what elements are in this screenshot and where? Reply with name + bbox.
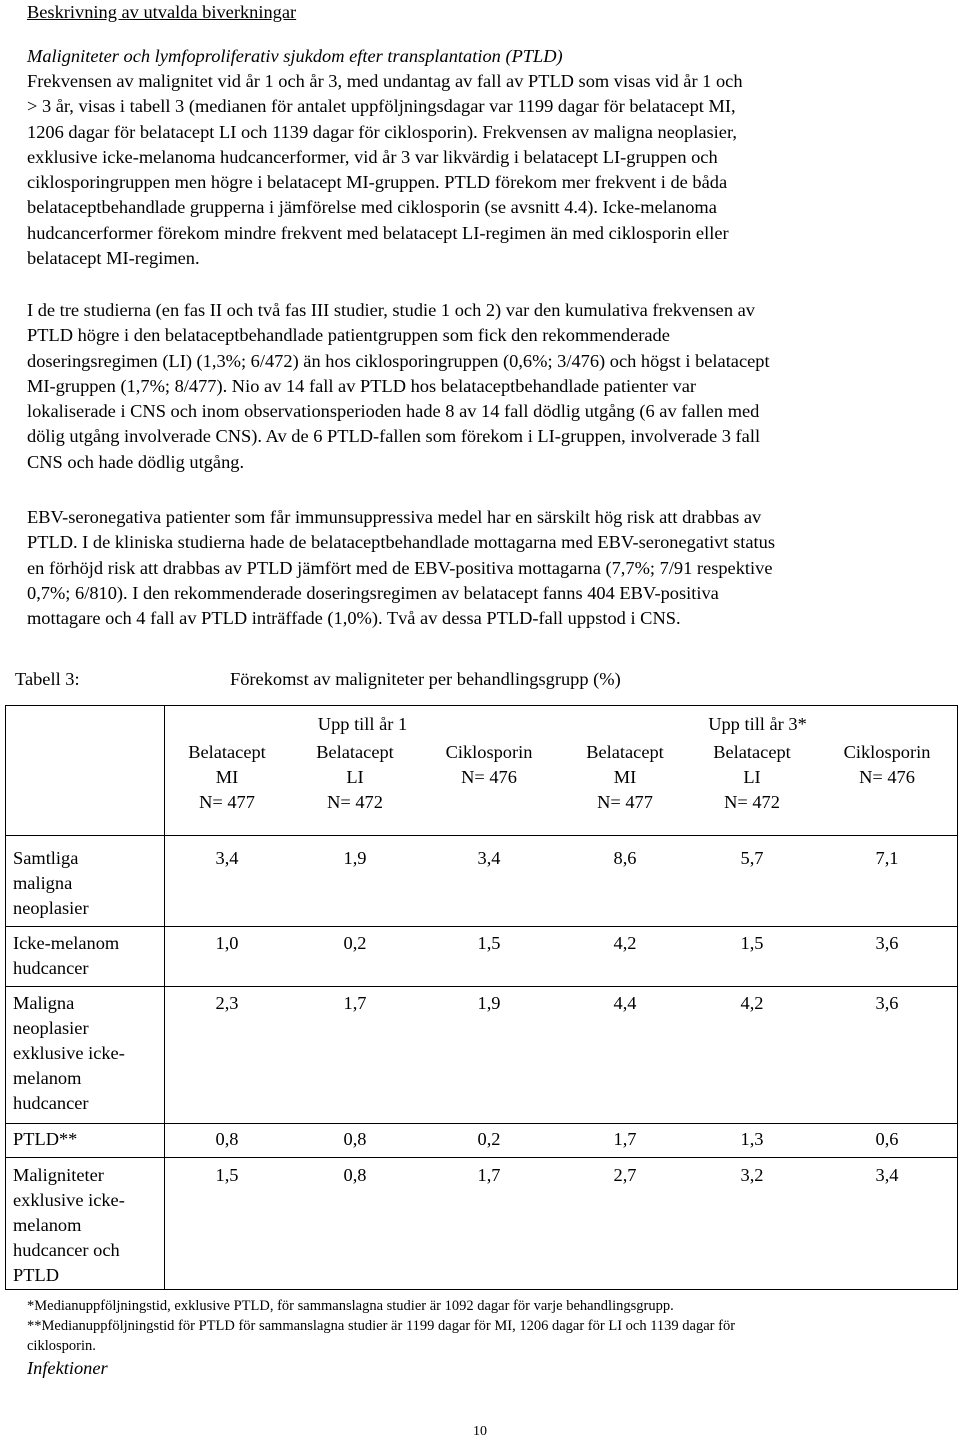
text-line: hudcancerformer förekom mindre frekvent med belatacept LI-regimen än med ciklosporin eller	[27, 222, 729, 243]
row-label-malignant-excl-nmsc	[13, 991, 163, 1116]
label-line: Maligna	[13, 993, 75, 1013]
text-line: ciklosporingruppen men högre i belatacept MI-gruppen. PTLD förekom mer frekvent i de båda	[27, 172, 728, 193]
subheading-infections: Infektioner	[27, 1358, 108, 1378]
text-line: I de tre studierna (en fas II och två fas III studier, studie 1 och 2) var den kumulativa frekvensen av	[27, 300, 755, 320]
row-label-malignancies-excl-nmsc-ptld	[13, 1163, 163, 1288]
table-cell: 1,9	[343, 848, 367, 868]
text-line: lokaliserade i CNS och inom observationsperioden hade 8 av 14 fall dödlig utgång (6 av fallen med	[27, 401, 760, 422]
subheading-malignancies: Maligniteter och lymfoproliferativ sjukdom efter transplantation (PTLD)	[27, 46, 563, 66]
table-cell: 1,5	[215, 1165, 239, 1185]
column-header-belatacept-mi-y1	[162, 740, 292, 815]
header-line: N= 472	[724, 792, 780, 812]
paragraph-malignancy-frequency	[27, 69, 937, 271]
label-line: melanom	[13, 1068, 82, 1088]
footnote-ptld-followup	[27, 1316, 937, 1356]
header-line: N= 472	[327, 792, 383, 812]
column-header-belatacept-mi-y3	[560, 740, 690, 815]
text-line: CNS och hade dödlig utgång.	[27, 451, 245, 472]
header-line: N= 477	[597, 792, 653, 812]
label-line: Maligniteter	[13, 1165, 104, 1185]
column-header-belatacept-li-y3	[687, 740, 817, 815]
header-line: Belatacept	[188, 742, 266, 762]
table-cell: 1,3	[740, 1129, 764, 1149]
text-line: 0,7%; 6/810). I den rekommenderade doseringsregimen av belatacept fanns 404 EBV-positiva	[27, 582, 719, 603]
paragraph-ebv-risk	[27, 505, 937, 631]
column-header-belatacept-li-y1	[290, 740, 420, 815]
table-row-divider	[5, 986, 958, 987]
table-border-left	[5, 705, 6, 1290]
text-line: PTLD. I de kliniska studierna hade de belataceptbehandlade mottagarna med EBV-seronegativt status	[27, 532, 775, 553]
header-line: N= 476	[461, 767, 517, 787]
table-cell: 1,5	[740, 933, 764, 953]
group-header-year-3: Upp till år 3*	[708, 714, 807, 734]
header-line: N= 476	[859, 767, 915, 787]
text-line: doseringsregimen (LI) (1,3%; 6/472) än hos ciklosporingruppen (0,6%; 3/476) och högst i belatacept	[27, 350, 770, 371]
table-cell: 1,9	[477, 993, 501, 1013]
label-line: neoplasier	[13, 1018, 89, 1038]
page-number: 10	[473, 1424, 487, 1439]
label-line: melanom	[13, 1215, 82, 1235]
table-border-header-bottom	[5, 835, 958, 836]
header-line: Belatacept	[713, 742, 791, 762]
text-line: MI-gruppen (1,7%; 8/477). Nio av 14 fall av PTLD hos belataceptbehandlade patienter var	[27, 375, 696, 396]
label-line: Samtliga	[13, 848, 79, 868]
header-line: MI	[215, 767, 239, 787]
column-header-ciklosporin-y1	[424, 740, 554, 790]
table-title: Förekomst av maligniteter per behandlingsgrupp (%)	[230, 669, 621, 689]
header-line: Belatacept	[316, 742, 394, 762]
table-cell: 4,2	[613, 933, 637, 953]
table-cell: 0,8	[343, 1129, 367, 1149]
table-cell: 3,4	[477, 848, 501, 868]
text-line: 1206 dagar för belatacept LI och 1139 dagar för ciklosporin). Frekvensen av maligna neoplasier,	[27, 121, 737, 142]
table-row-divider	[5, 1123, 958, 1124]
table-border-right	[957, 705, 958, 1290]
label-line: maligna	[13, 873, 73, 893]
table-cell: 2,3	[215, 993, 239, 1013]
table-row-divider	[5, 1157, 958, 1158]
table-row-divider	[5, 926, 958, 927]
header-line: MI	[613, 767, 637, 787]
text-line: ciklosporin.	[27, 1338, 96, 1354]
header-line: N= 477	[199, 792, 255, 812]
table-cell: 0,8	[215, 1129, 239, 1149]
text-line: mottagare och 4 fall av PTLD inträffade (1,0%). Två av dessa PTLD-fall uppstod i CNS.	[27, 608, 681, 629]
row-label-ptld	[13, 1127, 163, 1152]
header-line: Ciklosporin	[445, 742, 533, 762]
label-line: exklusive icke-	[13, 1190, 125, 1210]
table-cell: 0,2	[477, 1129, 501, 1149]
table-cell: 1,5	[477, 933, 501, 953]
text-line: exklusive icke-melanoma hudcancerformer, vid år 3 var likvärdig i belatacept LI-gruppen och	[27, 146, 718, 167]
label-line: Icke-melanom	[13, 933, 120, 953]
table-cell: 1,7	[343, 993, 367, 1013]
table-cell: 1,7	[477, 1165, 501, 1185]
table-cell: 1,0	[215, 933, 239, 953]
table-border-top	[5, 705, 958, 706]
table-cell: 4,4	[613, 993, 637, 1013]
table-cell: 4,2	[740, 993, 764, 1013]
text-line: en förhöjd risk att drabbas av PTLD jämfört med de EBV-positiva mottagarna (7,7%; 7/91 respektive	[27, 557, 773, 578]
text-line: Frekvensen av malignitet vid år 1 och år 3, med undantag av fall av PTLD som visas vid år 1 och	[27, 71, 743, 91]
header-line: Ciklosporin	[843, 742, 931, 762]
group-header-year-1: Upp till år 1	[317, 714, 408, 734]
table-cell: 3,2	[740, 1165, 764, 1185]
label-line: PTLD	[13, 1265, 59, 1285]
row-label-non-melanoma-skin-cancer	[13, 931, 163, 981]
label-line: hudcancer	[13, 1093, 89, 1113]
table-cell: 0,6	[875, 1129, 899, 1149]
column-header-ciklosporin-y3	[822, 740, 952, 790]
table-border-bottom	[5, 1289, 958, 1290]
section-heading: Beskrivning av utvalda biverkningar	[27, 2, 297, 22]
text-line: EBV-seronegativa patienter som får immunsuppressiva medel har en särskilt hög risk att drabbas av	[27, 507, 762, 527]
table-cell: 3,4	[875, 1165, 899, 1185]
table-cell: 7,1	[875, 848, 899, 868]
paragraph-ptld-studies	[27, 298, 937, 475]
text-line: dölig utgång involverade CNS). Av de 6 PTLD-fallen som förekom i LI-gruppen, involverade 3 fall	[27, 426, 761, 447]
footnote-median-followup: *Medianuppföljningstid, exklusive PTLD, för sammanslagna studier är 1092 dagar för varje behandlingsgrupp.	[27, 1298, 674, 1314]
table-cell: 3,6	[875, 993, 899, 1013]
table-cell: 0,2	[343, 933, 367, 953]
text-line: belatacept MI-regimen.	[27, 248, 200, 269]
table-cell: 3,6	[875, 933, 899, 953]
table-label: Tabell 3:	[15, 669, 80, 689]
label-line: PTLD**	[13, 1129, 78, 1149]
label-line: hudcancer och	[13, 1240, 120, 1260]
header-line: LI	[346, 767, 364, 787]
label-line: neoplasier	[13, 898, 89, 918]
table-cell: 0,8	[343, 1165, 367, 1185]
row-label-all-malignant-neoplasms	[13, 846, 163, 921]
text-line: > 3 år, visas i tabell 3 (medianen för antalet uppföljningsdagar var 1199 dagar för belatacept MI,	[27, 96, 736, 117]
table-cell: 8,6	[613, 848, 637, 868]
table-cell: 3,4	[215, 848, 239, 868]
label-line: hudcancer	[13, 958, 89, 978]
table-cell: 1,7	[613, 1129, 637, 1149]
header-line: Belatacept	[586, 742, 664, 762]
text-line: belataceptbehandlade grupperna i jämförelse med ciklosporin (se avsnitt 4.4). Icke-melanoma	[27, 197, 717, 218]
table-cell: 2,7	[613, 1165, 637, 1185]
text-line: **Medianuppföljningstid för PTLD för sammanslagna studier är 1199 dagar för MI, 1206 dagar för LI och 1139 dagar för	[27, 1318, 736, 1334]
label-line: exklusive icke-	[13, 1043, 125, 1063]
table-cell: 5,7	[740, 848, 764, 868]
text-line: PTLD högre i den belataceptbehandlade patientgruppen som fick den rekommenderade	[27, 325, 670, 346]
header-line: LI	[743, 767, 761, 787]
